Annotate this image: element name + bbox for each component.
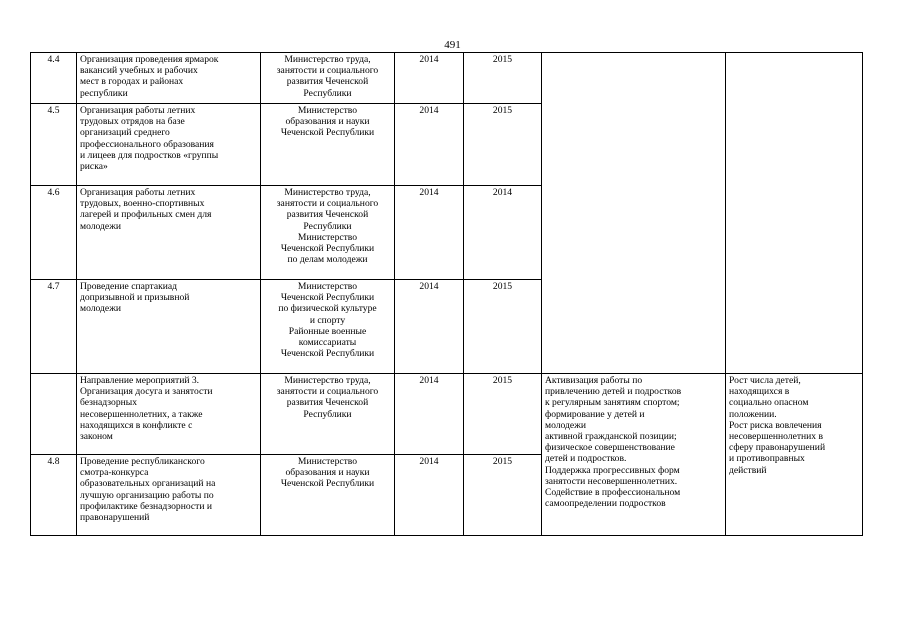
start-year: 2014 bbox=[395, 53, 464, 104]
end-year: 2015 bbox=[464, 53, 542, 104]
measure-title: Проведение спартакиад допризывной и призывной молодежи bbox=[77, 280, 261, 374]
row-number: 4.7 bbox=[31, 280, 77, 374]
row-number: 4.6 bbox=[31, 186, 77, 280]
measure-title: Организация работы летних трудовых, военно-спортивных лагерей и профильных смен для молодежи bbox=[77, 186, 261, 280]
row-number: 4.8 bbox=[31, 455, 77, 536]
start-year: 2014 bbox=[395, 104, 464, 186]
measures-table bbox=[30, 52, 863, 536]
measure-title: Организация проведения ярмарок вакансий учебных и рабочих мест в городах и районах республики bbox=[77, 53, 261, 104]
result-cell-empty bbox=[542, 53, 726, 374]
expected-result: Активизация работы по привлечению детей и подростков к регулярным занятиям спортом; формирование у детей и молодежи активной гражданской позиции; физическое совершенствование детей и подростков. Поддержка прогрессивных форм занятости несовершеннолетних. Содействие в профессиональном самоопределении подростков bbox=[542, 374, 726, 536]
direction-title: Направление мероприятий 3. Организация досуга и занятости безнадзорных несовершеннолетних, а также находящихся в конфликте с законом bbox=[77, 374, 261, 455]
table-row-direction bbox=[31, 374, 863, 455]
executor: Министерство труда, занятости и социального развития Чеченской Республики Министерство Чеченской Республики по делам молодежи bbox=[261, 186, 395, 280]
end-year: 2015 bbox=[464, 374, 542, 455]
non-implementation-effect: Рост числа детей, находящихся в социально опасном положении. Рост риска вовлечения несовершеннолетних в сферу правонарушений и противоправных действий bbox=[726, 374, 863, 536]
start-year: 2014 bbox=[395, 374, 464, 455]
executor: Министерство Чеченской Республики по физической культуре и спорту Районные военные комиссариаты Чеченской Республики bbox=[261, 280, 395, 374]
row-number bbox=[31, 374, 77, 455]
effect-cell-empty bbox=[726, 53, 863, 374]
executor: Министерство образования и науки Чеченской Республики bbox=[261, 455, 395, 536]
row-number: 4.5 bbox=[31, 104, 77, 186]
end-year: 2014 bbox=[464, 186, 542, 280]
end-year: 2015 bbox=[464, 280, 542, 374]
table-row bbox=[31, 53, 863, 104]
end-year: 2015 bbox=[464, 104, 542, 186]
start-year: 2014 bbox=[395, 280, 464, 374]
executor: Министерство образования и науки Чеченской Республики bbox=[261, 104, 395, 186]
measure-title: Организация работы летних трудовых отрядов на базе организаций среднего профессионального образования и лицеев для подростков «группы риска» bbox=[77, 104, 261, 186]
executor: Министерство труда, занятости и социального развития Чеченской Республики bbox=[261, 374, 395, 455]
row-number: 4.4 bbox=[31, 53, 77, 104]
page-number: 491 bbox=[444, 39, 461, 51]
start-year: 2014 bbox=[395, 186, 464, 280]
start-year: 2014 bbox=[395, 455, 464, 536]
end-year: 2015 bbox=[464, 455, 542, 536]
executor: Министерство труда, занятости и социального развития Чеченской Республики bbox=[261, 53, 395, 104]
measure-title: Проведение республиканского смотра-конкурса образовательных организаций на лучшую организацию работы по профилактике безнадзорности и правонарушений bbox=[77, 455, 261, 536]
